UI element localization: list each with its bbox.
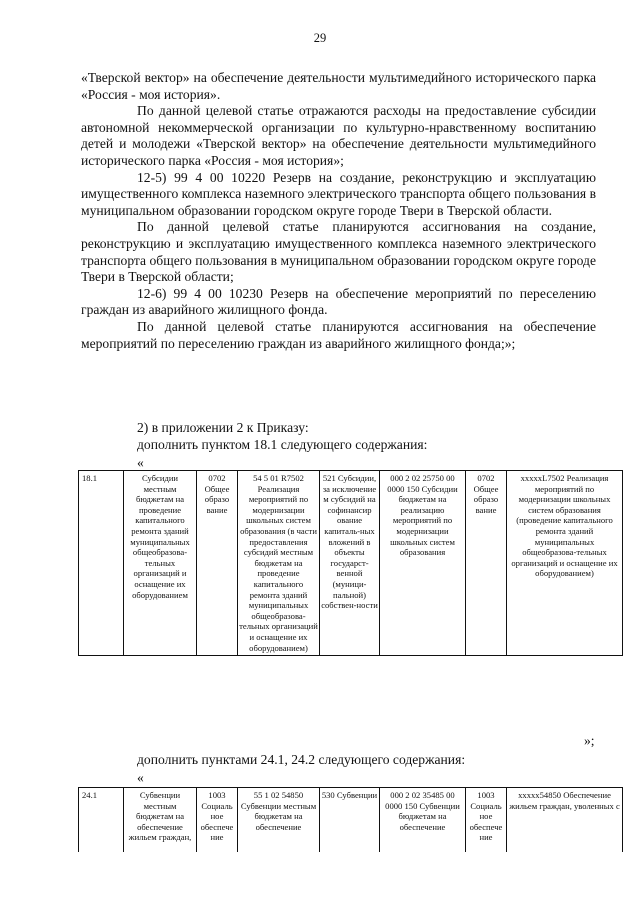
- table-row: [79, 471, 623, 656]
- paragraph: «Тверской вектор» на обеспечение деятельности мультимедийного исторического парка «Россия - моя история».: [81, 70, 596, 102]
- paragraph: 12-5) 99 4 00 10220 Резерв на создание, реконструкцию и эксплуатацию имущественного комплекса наземного электрического транспорта общего пользования в муниципальном образовании городском округе городе Твери в Тверской области.: [81, 169, 596, 218]
- table-cell: 530 Субвенции: [320, 788, 380, 853]
- table-cell: 55 1 02 54850 Субвенции местным бюджетам на обеспечение: [238, 788, 320, 853]
- section-line-18-1: дополнить пунктом 18.1 следующего содержания:: [137, 437, 428, 452]
- paragraph: По данной целевой статье планируются ассигнования на создание, реконструкцию и эксплуатацию имущественного комплекса наземного электрического транспорта общего пользования в муниципальном образовании городском округе городе Твери в Тверской области;: [81, 219, 596, 285]
- table-cell: 0702 Общее образо вание: [466, 471, 507, 656]
- table-cell: 000 2 02 25750 00 0000 150 Субсидии бюджетам на реализацию мероприятий по модернизации школьных систем образования: [380, 471, 466, 656]
- table-cell: 0702 Общее образо вание: [197, 471, 238, 656]
- table-cell: Субсидии местным бюджетам на проведение капитального ремонта зданий муниципальных общеобразова-тельных организаций и оснащение их оборудованием: [124, 471, 197, 656]
- table-cell: 1003 Социаль ное обеспече ние: [197, 788, 238, 853]
- document-body: [81, 70, 596, 352]
- open-quote: «: [137, 455, 144, 470]
- table-cell: 1003 Социаль ное обеспече ние: [466, 788, 507, 853]
- open-quote: «: [137, 770, 144, 785]
- close-quote: »;: [584, 733, 595, 748]
- table-item-24-1: [78, 787, 623, 852]
- table-cell: xxxxxL7502 Реализация мероприятий по модернизации школьных систем образования (проведение капитального ремонта зданий муниципальных общеобразова-тельных организаций и оснащение их оборудованием): [507, 471, 623, 656]
- table-cell: xxxxx54850 Обеспечение жильем граждан, уволенных с: [507, 788, 623, 853]
- table-cell: 24.1: [79, 788, 124, 853]
- paragraph: По данной целевой статье планируются ассигнования на обеспечение мероприятий по переселению граждан из аварийного жилищного фонда;»;: [81, 318, 596, 351]
- table-cell: 54 5 01 R7502 Реализация мероприятий по модернизации школьных систем образования (в части предоставления субсидий местным бюджетам на проведение капитального ремонта зданий муниципальных общеобразова-тельных организаций и оснащение их оборудованием): [238, 471, 320, 656]
- table-cell: Субвенции местным бюджетам на обеспечение жильем граждан,: [124, 788, 197, 853]
- table-cell: 521 Субсидии, за исключение м субсидий на софинансир ование капиталь-ных вложений в объекты государст-венной (муници-пальной) собствен-ности: [320, 471, 380, 656]
- paragraph: По данной целевой статье отражаются расходы на предоставление субсидии автономной некоммерческой организации по культурно-нравственному воспитанию детей и молодежи «Тверской вектор» на обеспечение деятельности мультимедийного исторического парка «Россия - моя история»;: [81, 103, 596, 168]
- section-intro: 2) в приложении 2 к Приказу:: [137, 420, 309, 435]
- table-cell: 000 2 02 35485 00 0000 150 Субвенции бюджетам на обеспечение: [380, 788, 466, 853]
- table-cell: 18.1: [79, 471, 124, 656]
- table-item-18-1: [78, 470, 623, 656]
- page-number: 29: [313, 31, 327, 45]
- table-row: [79, 788, 623, 853]
- section-line-24: дополнить пунктами 24.1, 24.2 следующего содержания:: [137, 752, 466, 767]
- paragraph: 12-6) 99 4 00 10230 Резерв на обеспечение мероприятий по переселению граждан из аварийного жилищного фонда.: [81, 285, 596, 318]
